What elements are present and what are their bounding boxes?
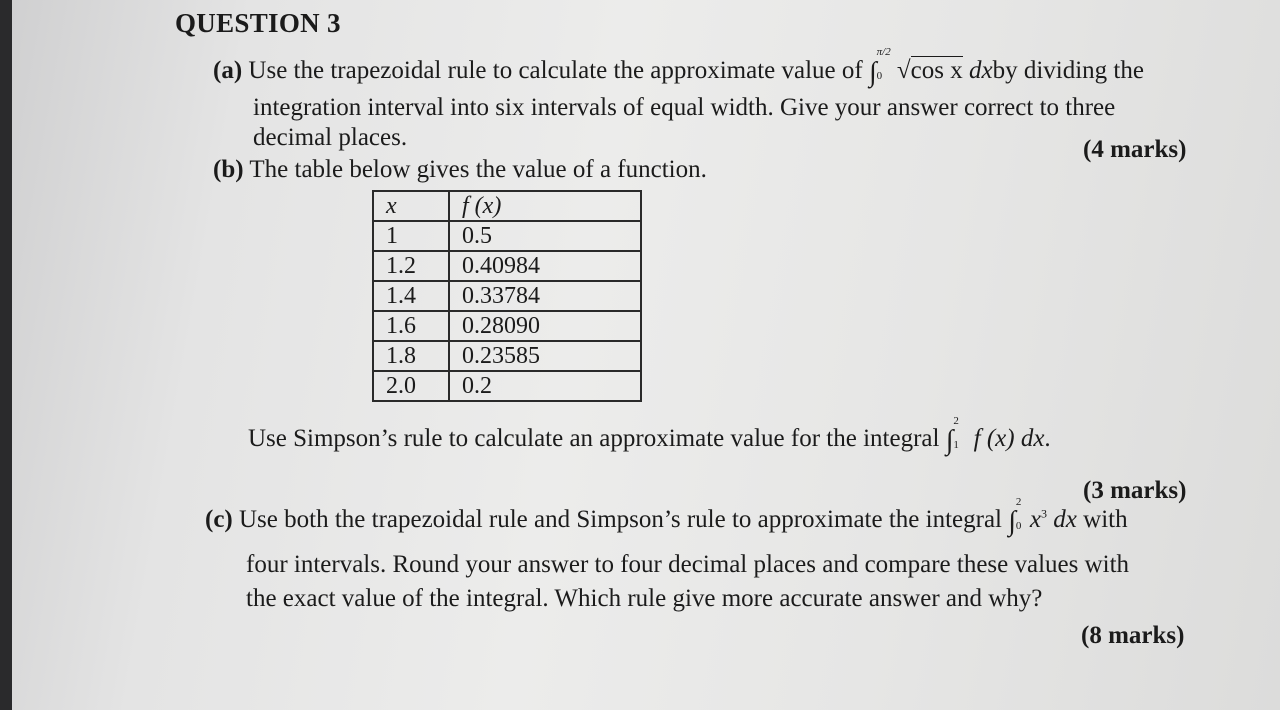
table-cell-fx: 0.28090 <box>449 311 641 341</box>
part-a-line3: decimal places. <box>253 124 408 151</box>
part-b-intro: The table below gives the value of a function. <box>249 156 707 183</box>
part-a-text1-post: by dividing the <box>992 57 1144 84</box>
part-c-power: 3 <box>1041 506 1048 521</box>
part-c-label: (c) <box>205 506 233 533</box>
part-b-label: (b) <box>213 156 244 183</box>
part-c-dx: dx <box>1053 506 1077 533</box>
function-table <box>372 190 642 402</box>
table-cell-fx: 0.2 <box>449 371 641 401</box>
table-cell-x: 2.0 <box>373 371 449 401</box>
part-c-marks: (8 marks) <box>1081 622 1185 649</box>
table-cell-fx: 0.5 <box>449 221 641 251</box>
part-c-line1 <box>205 496 1128 538</box>
part-c-text1-post: with <box>1083 506 1128 533</box>
part-a-label: (a) <box>213 57 243 84</box>
table-cell-x: 1 <box>373 221 449 251</box>
part-a-line1 <box>213 46 1144 89</box>
part-b-instruction <box>248 415 1051 457</box>
integral-limits-b: 2 1 <box>953 415 959 451</box>
question-title: QUESTION 3 <box>175 8 341 38</box>
table-row <box>373 311 641 341</box>
table-row <box>373 221 641 251</box>
integral-sign-b: ∫ <box>945 425 954 456</box>
sqrt-symbol: √ <box>896 57 911 84</box>
part-c-line3: the exact value of the integral. Which rule give more accurate answer and why? <box>246 585 1043 612</box>
table-header-row <box>373 191 641 221</box>
table-cell-x: 1.8 <box>373 341 449 371</box>
table-row <box>373 251 641 281</box>
part-c-text1: Use both the trapezoidal rule and Simpson’s rule to approximate the integral <box>239 506 1002 533</box>
table-cell-fx: 0.23585 <box>449 341 641 371</box>
part-c-line2: four intervals. Round your answer to four decimal places and compare these values with <box>246 551 1130 578</box>
integral-sign-c: ∫ <box>1008 506 1016 537</box>
table-row <box>373 341 641 371</box>
part-a-line2: integration interval into six intervals of equal width. Give your answer correct to three <box>253 94 1116 121</box>
table-cell-x: 1.4 <box>373 281 449 311</box>
part-b-instruction-text: Use Simpson’s rule to calculate an approximate value for the integral <box>248 425 940 452</box>
table-row <box>373 281 641 311</box>
part-a-dx: dx <box>968 57 993 84</box>
table-header-x: x <box>373 191 449 221</box>
integral-limits-a: π/2 0 <box>876 46 891 82</box>
table-header-fx: f (x) <box>449 191 641 221</box>
part-b-intro-line <box>213 156 707 184</box>
table-cell-x: 1.6 <box>373 311 449 341</box>
integral-sign-a: ∫ <box>868 57 877 88</box>
table-cell-x: 1.2 <box>373 251 449 281</box>
integral-limits-c: 2 0 <box>1015 496 1022 532</box>
part-a-integrand: cos x <box>910 57 963 84</box>
part-a-text1: Use the trapezoidal rule to calculate the approximate value of <box>248 57 863 84</box>
part-b-period: . <box>1044 425 1051 452</box>
part-c-integrand: x <box>1029 506 1042 533</box>
table-cell-fx: 0.40984 <box>449 251 641 281</box>
table-cell-fx: 0.33784 <box>449 281 641 311</box>
part-a-marks: (4 marks) <box>1083 136 1187 163</box>
table-row <box>373 371 641 401</box>
photo-left-edge <box>0 0 12 710</box>
part-b-integrand: f (x) dx <box>973 425 1045 452</box>
part-b-marks: (3 marks) <box>1083 477 1187 504</box>
